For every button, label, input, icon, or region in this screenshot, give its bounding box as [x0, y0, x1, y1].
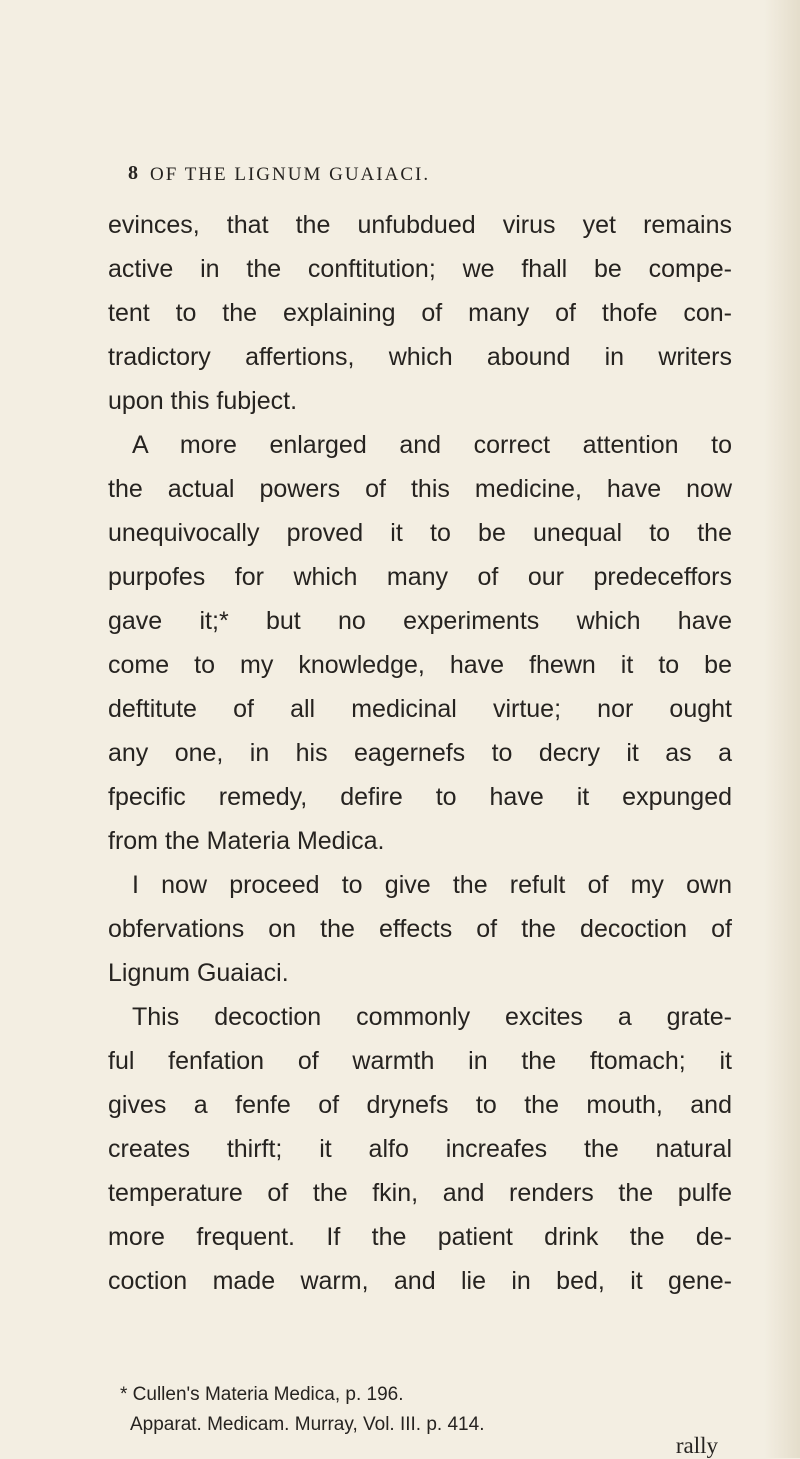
body-line: the actual powers of this medicine, have now [108, 475, 732, 503]
body-line: A more enlarged and correct attention to [132, 431, 732, 459]
body-line: gives a fenfe of drynefs to the mouth, and [108, 1091, 732, 1119]
body-line: temperature of the fkin, and renders the pulfe [108, 1179, 732, 1207]
body-line: active in the conftitution; we fhall be compe- [108, 255, 732, 283]
page-header [128, 160, 710, 200]
body-line: tent to the explaining of many of thofe con- [108, 299, 732, 327]
body-line: tradictory affertions, which abound in writers [108, 343, 732, 371]
body-line: obfervations on the effects of the decoction of [108, 915, 732, 943]
body-line: unequivocally proved it to be unequal to the [108, 519, 732, 547]
body-line: gave it;* but no experiments which have [108, 607, 732, 635]
body-line: upon this fubject. [108, 387, 298, 415]
body-line: any one, in his eagernefs to decry it as a [108, 739, 732, 767]
page-edge-shading [764, 0, 800, 1458]
body-line: ful fenfation of warmth in the ftomach; it [108, 1047, 732, 1075]
footnote-line: * Cullen's Materia Medica, p. 196. [120, 1384, 404, 1405]
body-line: purpofes for which many of our predeceffors [108, 563, 732, 591]
body-text [108, 203, 732, 1303]
body-line: deftitute of all medicinal virtue; nor ought [108, 695, 732, 723]
body-line: I now proceed to give the refult of my own [132, 871, 732, 899]
body-line: fpecific remedy, defire to have it expunged [108, 783, 732, 811]
running-title: OF THE LIGNUM GUAIACI. [150, 164, 431, 185]
footnote-line: Apparat. Medicam. Murray, Vol. III. p. 414. [130, 1414, 485, 1435]
body-line: Lignum Guaiaci. [108, 959, 289, 987]
body-line: more frequent. If the patient drink the de- [108, 1223, 732, 1251]
footnotes [108, 1380, 732, 1440]
catchword: rally [675, 1433, 718, 1458]
body-line: creates thirft; it alfo increafes the natural [108, 1135, 732, 1163]
body-line: coction made warm, and lie in bed, it gene- [108, 1267, 732, 1295]
body-line: evinces, that the unfubdued virus yet remains [108, 211, 732, 239]
page-number: 8 [128, 162, 138, 184]
body-line: This decoction commonly excites a grate- [132, 1003, 732, 1031]
body-line: from the Materia Medica. [108, 827, 385, 855]
body-line: come to my knowledge, have fhewn it to be [108, 651, 732, 679]
